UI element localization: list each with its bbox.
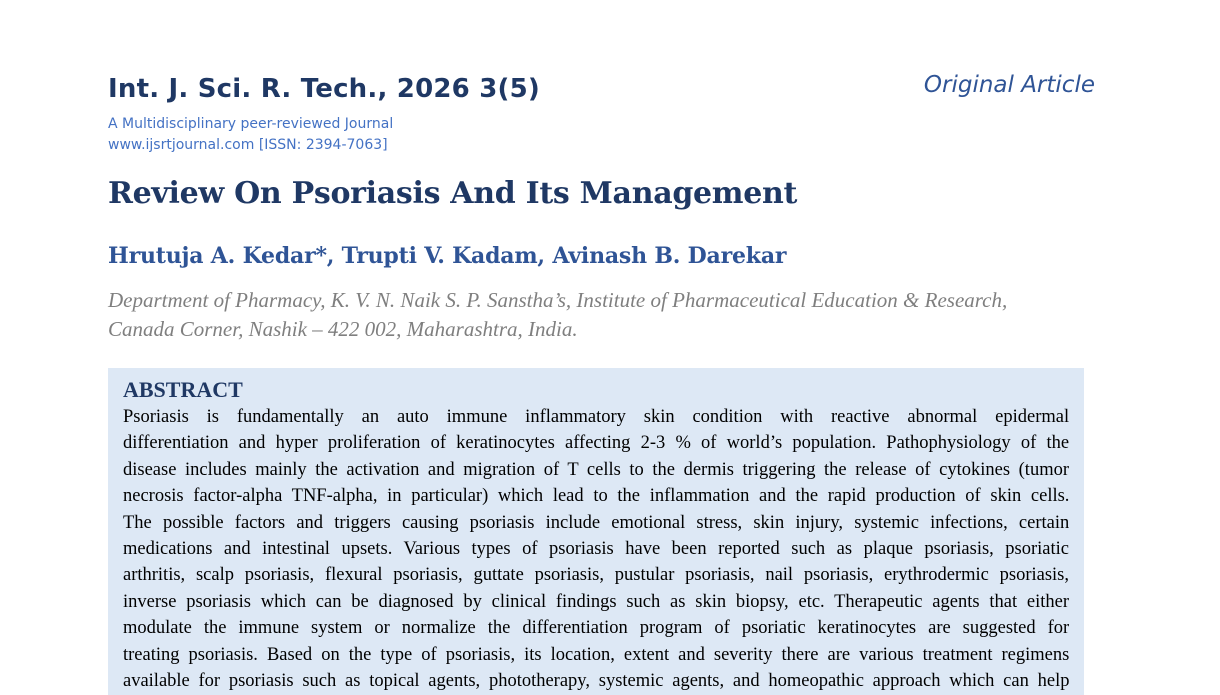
affiliation-line: Canada Corner, Nashik – 422 002, Maharashtra, India.	[108, 317, 578, 341]
journal-title: Int. J. Sci. R. Tech., 2026 3(5)	[108, 74, 540, 104]
journal-url[interactable]: www.ijsrtjournal.com [ISSN: 2394-7063]	[108, 137, 388, 153]
abstract-line: inverse psoriasis which can be diagnosed by clinical findings such as skin biopsy, etc. Therapeutic agents that either	[123, 591, 1069, 612]
abstract-box	[108, 368, 1084, 695]
paper-title: Review On Psoriasis And Its Management	[108, 176, 798, 211]
author-list: Hrutuja A. Kedar*, Trupti V. Kadam, Avinash B. Darekar	[108, 243, 787, 269]
abstract-line: disease includes mainly the activation and migration of T cells to the dermis triggering the release of cytokines (tumor	[123, 459, 1069, 480]
abstract-line: The possible factors and triggers causing psoriasis include emotional stress, skin injury, systemic infections, certain	[123, 512, 1070, 533]
abstract-body	[123, 404, 1069, 694]
abstract-line: differentiation and hyper proliferation of keratinocytes affecting 2-3 % of world’s population. Pathophysiology of the	[123, 433, 1070, 454]
abstract-line: available for psoriasis such as topical agents, phototherapy, systemic agents, and homeopathic approach which can help	[123, 670, 1070, 691]
affiliation	[108, 286, 1088, 344]
abstract-line: arthritis, scalp psoriasis, flexural psoriasis, guttate psoriasis, pustular psoriasis, nail psoriasis, erythrodermic psoriasis,	[123, 565, 1069, 586]
abstract-line: necrosis factor-alpha TNF-alpha, in particular) which lead to the inflammation and the rapid production of skin cells.	[123, 486, 1070, 507]
article-type-label: Original Article	[923, 72, 1095, 98]
abstract-line: medications and intestinal upsets. Various types of psoriasis have been reported such as plaque psoriasis, psoriatic	[123, 538, 1069, 559]
journal-info	[108, 114, 393, 156]
journal-subtitle: A Multidisciplinary peer-reviewed Journal	[108, 116, 394, 132]
abstract-heading: ABSTRACT	[123, 377, 243, 402]
affiliation-line: Department of Pharmacy, K. V. N. Naik S. P. Sanstha’s, Institute of Pharmaceutical Education & Research,	[108, 288, 1008, 312]
abstract-line: modulate the immune system or normalize the differentiation program of psoriatic keratinocytes are suggested for	[123, 618, 1070, 639]
abstract-line: treating psoriasis. Based on the type of psoriasis, its location, extent and severity there are various treatment regimens	[123, 644, 1070, 665]
abstract-line: Psoriasis is fundamentally an auto immune inflammatory skin condition with reactive abnormal epidermal	[123, 407, 1070, 427]
